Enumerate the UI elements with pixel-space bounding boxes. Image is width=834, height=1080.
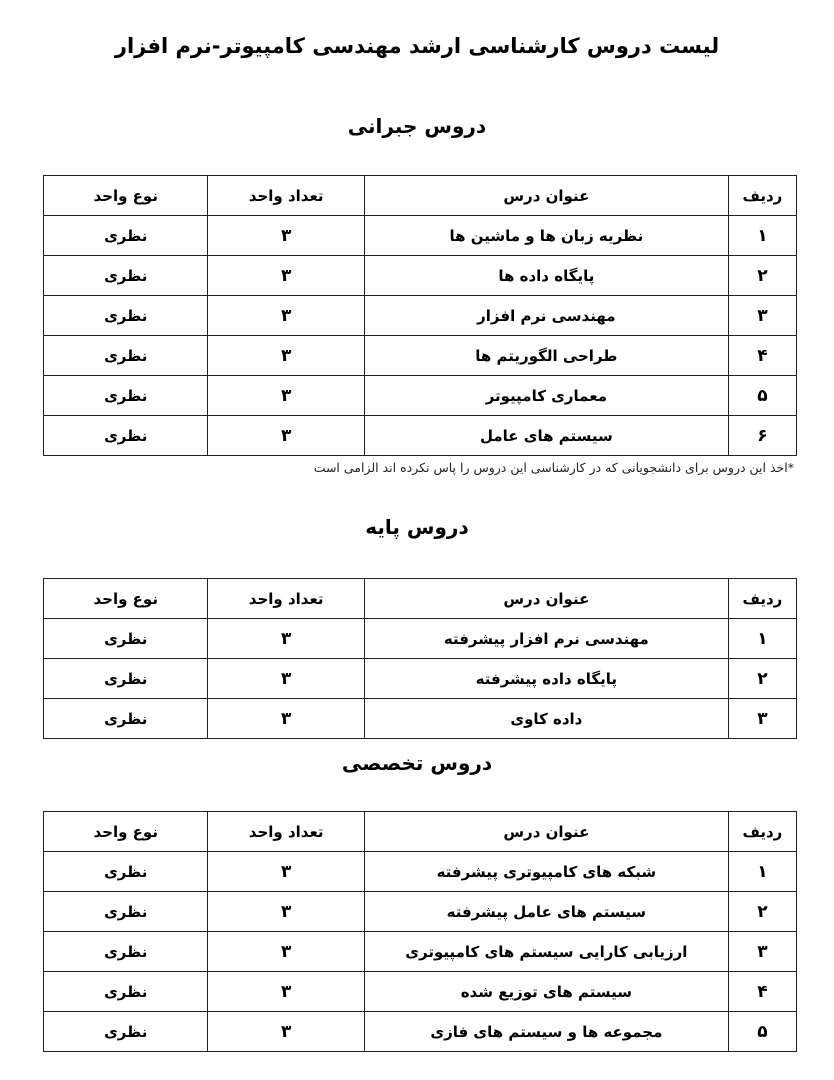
- unit-type: نظری: [44, 972, 208, 1012]
- course-title: پایگاه داده ها: [364, 256, 728, 296]
- unit-type: نظری: [44, 892, 208, 932]
- course-title: ارزیابی کارایی سیستم های کامپیوتری: [364, 932, 728, 972]
- course-title: طراحی الگوریتم ها: [364, 336, 728, 376]
- course-title: شبکه های کامپیوتری پیشرفته: [364, 852, 728, 892]
- unit-count: ۳: [208, 256, 364, 296]
- unit-count: ۳: [208, 699, 364, 739]
- row-number: ۱: [728, 852, 796, 892]
- table-row: [44, 619, 797, 659]
- header-unit-count: تعداد واحد: [208, 579, 364, 619]
- unit-type: نظری: [44, 852, 208, 892]
- header-unit-count: تعداد واحد: [208, 812, 364, 852]
- table-row: [44, 659, 797, 699]
- row-number: ۲: [728, 659, 796, 699]
- unit-count: ۳: [208, 416, 364, 456]
- unit-count: ۳: [208, 972, 364, 1012]
- course-title: سیستم های عامل پیشرفته: [364, 892, 728, 932]
- unit-count: ۳: [208, 216, 364, 256]
- header-unit-type: نوع واحد: [44, 579, 208, 619]
- unit-type: نظری: [44, 336, 208, 376]
- basic-heading: دروس پایه: [365, 515, 469, 539]
- header-unit-count: تعداد واحد: [208, 176, 364, 216]
- row-number: ۱: [728, 216, 796, 256]
- table-header-row: [44, 176, 797, 216]
- row-number: ۵: [728, 376, 796, 416]
- header-row-number: ردیف: [728, 176, 796, 216]
- table-row: [44, 932, 797, 972]
- course-title: پایگاه داده پیشرفته: [364, 659, 728, 699]
- unit-type: نظری: [44, 932, 208, 972]
- unit-type: نظری: [44, 296, 208, 336]
- table-row: [44, 376, 797, 416]
- course-title: سیستم های عامل: [364, 416, 728, 456]
- table-row: [44, 852, 797, 892]
- header-course-title: عنوان درس: [364, 176, 728, 216]
- unit-type: نظری: [44, 699, 208, 739]
- table-row: [44, 972, 797, 1012]
- header-course-title: عنوان درس: [364, 812, 728, 852]
- unit-type: نظری: [44, 1012, 208, 1052]
- row-number: ۲: [728, 256, 796, 296]
- course-title: نظریه زبان ها و ماشین ها: [364, 216, 728, 256]
- course-title: سیستم های توزیع شده: [364, 972, 728, 1012]
- table-row: [44, 699, 797, 739]
- unit-type: نظری: [44, 659, 208, 699]
- specialized-heading: دروس تخصصی: [341, 751, 493, 775]
- course-title: مهندسی نرم افزار پیشرفته: [364, 619, 728, 659]
- table-header-row: [44, 579, 797, 619]
- unit-type: نظری: [44, 256, 208, 296]
- unit-count: ۳: [208, 376, 364, 416]
- course-title: مجموعه ها و سیستم های فازی: [364, 1012, 728, 1052]
- course-title: داده کاوی: [364, 699, 728, 739]
- header-unit-type: نوع واحد: [44, 176, 208, 216]
- row-number: ۳: [728, 932, 796, 972]
- specialized-table: [43, 811, 797, 1052]
- unit-count: ۳: [208, 892, 364, 932]
- table-row: [44, 336, 797, 376]
- unit-type: نظری: [44, 376, 208, 416]
- course-title: معماری کامپیوتر: [364, 376, 728, 416]
- unit-count: ۳: [208, 932, 364, 972]
- course-title: مهندسی نرم افزار: [364, 296, 728, 336]
- header-row-number: ردیف: [728, 579, 796, 619]
- compensatory-note: *اخذ این دروس برای دانشجویانی که در کارشناسی این دروس را پاس نکرده اند الزامی است: [313, 460, 794, 475]
- header-course-title: عنوان درس: [364, 579, 728, 619]
- table-row: [44, 216, 797, 256]
- unit-type: نظری: [44, 416, 208, 456]
- row-number: ۳: [728, 296, 796, 336]
- table-row: [44, 416, 797, 456]
- header-unit-type: نوع واحد: [44, 812, 208, 852]
- table-row: [44, 892, 797, 932]
- row-number: ۴: [728, 336, 796, 376]
- unit-count: ۳: [208, 1012, 364, 1052]
- unit-count: ۳: [208, 659, 364, 699]
- unit-count: ۳: [208, 852, 364, 892]
- unit-type: نظری: [44, 619, 208, 659]
- row-number: ۶: [728, 416, 796, 456]
- unit-count: ۳: [208, 296, 364, 336]
- row-number: ۱: [728, 619, 796, 659]
- row-number: ۲: [728, 892, 796, 932]
- row-number: ۳: [728, 699, 796, 739]
- row-number: ۵: [728, 1012, 796, 1052]
- header-row-number: ردیف: [728, 812, 796, 852]
- table-row: [44, 1012, 797, 1052]
- table-row: [44, 256, 797, 296]
- basic-table: [43, 578, 797, 739]
- table-header-row: [44, 812, 797, 852]
- compensatory-table: [43, 175, 797, 456]
- compensatory-heading: دروس جبرانی: [347, 114, 487, 138]
- unit-type: نظری: [44, 216, 208, 256]
- unit-count: ۳: [208, 336, 364, 376]
- table-row: [44, 296, 797, 336]
- unit-count: ۳: [208, 619, 364, 659]
- page-title: لیست دروس کارشناسی ارشد مهندسی کامپیوتر-نرم افزار: [114, 34, 720, 58]
- row-number: ۴: [728, 972, 796, 1012]
